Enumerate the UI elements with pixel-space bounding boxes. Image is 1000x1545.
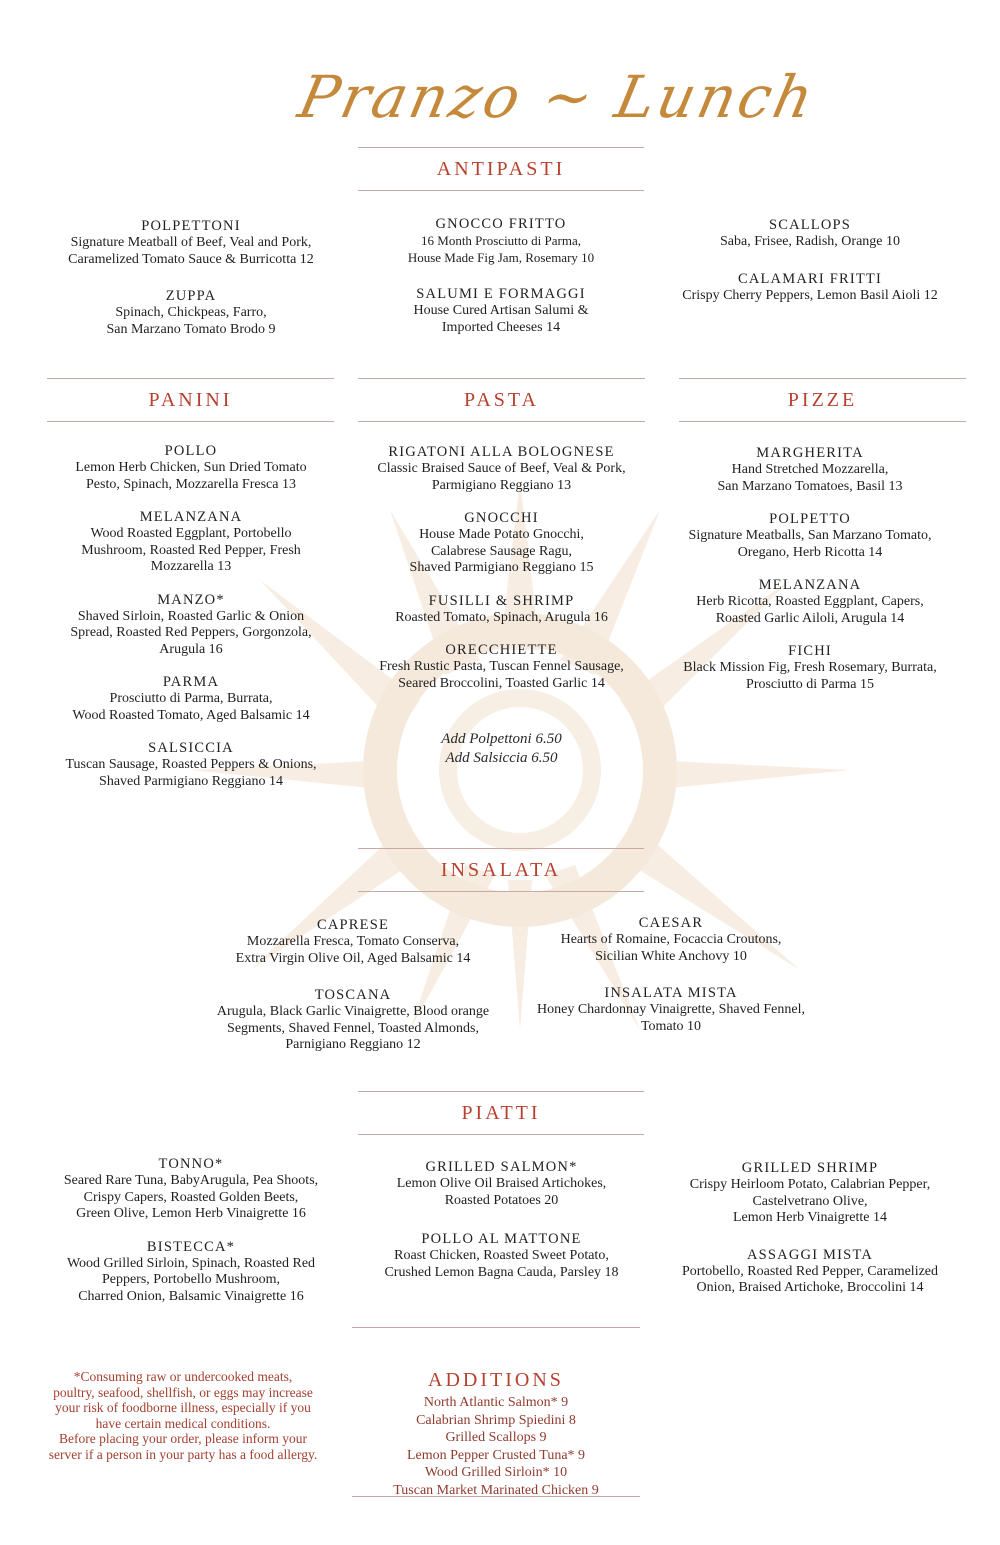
item-desc: Sicilian White Anchovy 10 [595, 948, 747, 964]
item-name: GRILLED SALMON* [425, 1159, 578, 1175]
menu-item [40, 218, 342, 268]
additions-section [352, 1368, 640, 1499]
item-desc: Roasted Tomato, Spinach, Arugula 16 [395, 609, 608, 625]
disclaimer-line: server if a person in your party has a food allergy. [48, 1446, 318, 1462]
item-desc: Signature Meatball of Beef, Veal and Pork, [70, 235, 312, 250]
item-desc: Hearts of Romaine, Focaccia Croutons, [560, 932, 782, 947]
menu-item [40, 674, 342, 724]
divider [679, 421, 966, 422]
menu-item [358, 286, 644, 336]
item-desc: Castelvetrano Olive, [752, 1193, 868, 1209]
item-desc: Peppers, Portobello Mushroom, [101, 1272, 281, 1287]
menu-item [358, 1231, 645, 1281]
item-desc: Mushroom, Roasted Red Pepper, Fresh [81, 542, 301, 558]
item-name: POLLO AL MATTONE [421, 1231, 582, 1247]
item-name: MELANZANA [139, 509, 243, 525]
disclaimer-line: your risk of foodborne illness, especially if you [55, 1400, 311, 1415]
item-name: CAESAR [638, 915, 704, 931]
addition-item: Wood Grilled Sirloin* 10 [424, 1465, 568, 1480]
item-name: POLLO [164, 443, 218, 459]
divider [358, 1134, 644, 1135]
item-name: GRILLED SHRIMP [741, 1160, 879, 1176]
item-desc: Fresh Rustic Pasta, Tuscan Fennel Sausage, [379, 659, 624, 674]
disclaimer-line: poultry, seafood, shellfish, or eggs may increase [53, 1384, 313, 1400]
menu-item [40, 740, 342, 790]
item-desc: Tuscan Sausage, Roasted Peppers & Onions, [65, 757, 317, 772]
item-desc: Herb Ricotta, Roasted Eggplant, Capers, [696, 594, 924, 609]
menu-item [660, 271, 960, 305]
item-desc: Saba, Frisee, Radish, Orange 10 [719, 234, 901, 249]
section-title: PIATTI [461, 1102, 541, 1124]
page-title: Pranzo ~ Lunch [292, 63, 822, 131]
item-name: PARMA [162, 674, 220, 690]
item-desc: Caramelized Tomato Sauce & Burricotta 12 [68, 251, 314, 267]
item-desc: Mozzarella 13 [150, 559, 232, 574]
item-desc: Prosciutto di Parma, Burrata, [109, 691, 273, 706]
divider [358, 891, 644, 892]
item-desc: Seared Rare Tuna, BabyArugula, Pea Shoots, [63, 1173, 319, 1188]
item-name: GNOCCHI [464, 510, 539, 526]
piatti-column-1 [40, 1156, 342, 1319]
item-name: SALSICCIA [148, 740, 234, 756]
item-name: RIGATONI ALLA BOLOGNESE [388, 444, 615, 460]
menu-item [358, 216, 644, 266]
item-desc: Pesto, Spinach, Mozzarella Fresca 13 [86, 476, 296, 492]
disclaimer-line: Before placing your order, please inform your [59, 1431, 307, 1446]
item-desc: House Made Potato Gnocchi, [419, 527, 584, 542]
insalata-heading [358, 848, 644, 892]
piatti-column-3 [660, 1160, 960, 1311]
section-title: PANINI [148, 389, 233, 411]
item-desc: Honey Chardonnay Vinaigrette, Shaved Fennel, [537, 1002, 805, 1017]
item-desc: Classic Braised Sauce of Beef, Veal & Pork, [377, 461, 626, 476]
item-desc: House Cured Artisan Salumi & [413, 303, 589, 318]
item-desc: Segments, Shaved Fennel, Toasted Almonds, [227, 1020, 479, 1036]
addition-item: Calabrian Shrimp Spiedini 8 [416, 1412, 576, 1428]
item-desc: Shaved Sirloin, Roasted Garlic & Onion [77, 608, 305, 624]
antipasti-column-2 [358, 216, 644, 350]
item-desc: Wood Roasted Tomato, Aged Balsamic 14 [72, 707, 310, 723]
menu-item [660, 445, 960, 495]
menu-item [40, 592, 342, 659]
menu-item [660, 1247, 960, 1297]
item-desc: Arugula, Black Garlic Vinaigrette, Blood orange [216, 1004, 490, 1019]
addition-item: Tuscan Market Marinated Chicken 9 [393, 1482, 599, 1498]
item-name: POLPETTONI [141, 218, 241, 234]
item-desc: Parnigiano Reggiano 12 [285, 1037, 421, 1052]
item-desc: Wood Grilled Sirloin, Spinach, Roasted Red [66, 1255, 316, 1271]
item-name: TONNO* [158, 1156, 224, 1172]
item-desc: San Marzano Tomato Brodo 9 [106, 321, 276, 337]
item-name: BISTECCA* [146, 1238, 236, 1255]
item-desc: Crushed Lemon Bagna Cauda, Parsley 18 [384, 1264, 619, 1280]
item-name: ORECCHIETTE [445, 642, 558, 658]
menu-item [358, 444, 645, 494]
item-desc: Spinach, Chickpeas, Farro, [115, 305, 267, 320]
item-desc: Crispy Cherry Peppers, Lemon Basil Aioli 12 [682, 287, 938, 303]
insalata-right-column [520, 915, 822, 1049]
item-desc: Lemon Herb Vinaigrette 14 [732, 1210, 888, 1225]
item-name: FICHI [788, 643, 832, 659]
item-desc: Portobello, Roasted Red Pepper, Caramelized [681, 1263, 939, 1279]
panini-column [40, 443, 342, 804]
addition-item: Lemon Pepper Crusted Tuna* 9 [406, 1447, 586, 1463]
item-desc: Shaved Parmigiano Reggiano 15 [409, 560, 594, 575]
item-desc: Wood Roasted Eggplant, Portobello [90, 526, 292, 541]
menu-item [520, 985, 822, 1035]
divider [358, 190, 644, 191]
menu-item [40, 509, 342, 576]
item-desc: Crispy Heirloom Potato, Calabrian Pepper, [689, 1177, 931, 1192]
item-desc: Mozzarella Fresca, Tomato Conserva, [246, 934, 460, 949]
menu-item [660, 511, 960, 561]
item-desc: Onion, Braised Artichoke, Broccolini 14 [696, 1280, 924, 1295]
menu-item [358, 642, 645, 692]
menu-item [520, 915, 822, 965]
section-title: ANTIPASTI [436, 158, 566, 180]
section-title: INSALATA [440, 859, 562, 881]
allergy-disclaimer [28, 1369, 338, 1462]
menu-item [660, 643, 960, 693]
menu-item [40, 443, 342, 493]
item-name: SCALLOPS [768, 217, 852, 233]
section-title: PIZZE [787, 389, 858, 411]
item-name: TOSCANA [314, 987, 392, 1003]
item-desc: House Made Fig Jam, Rosemary 10 [407, 249, 595, 265]
item-desc: 16 Month Prosciutto di Parma, [421, 233, 581, 248]
item-desc: Lemon Herb Chicken, Sun Dried Tomato [75, 460, 307, 475]
disclaimer-line: have certain medical conditions. [95, 1415, 271, 1431]
item-name: MANZO* [157, 591, 225, 608]
item-desc: Roasted Garlic Ailoli, Arugula 14 [715, 610, 905, 626]
panini-heading [47, 378, 334, 422]
item-name: ASSAGGI MISTA [746, 1246, 874, 1263]
item-desc: Oregano, Herb Ricotta 14 [737, 544, 883, 560]
addition-item: North Atlantic Salmon* 9 [423, 1395, 569, 1410]
menu-item [660, 577, 960, 627]
menu-item [358, 510, 645, 577]
item-desc: Shaved Parmigiano Reggiano 14 [99, 773, 283, 789]
menu-item [40, 1156, 342, 1223]
section-title: ADDITIONS [428, 1369, 564, 1391]
item-name: FUSILLI & SHRIMP [428, 592, 575, 609]
item-desc: Arugula 16 [159, 641, 223, 657]
antipasti-heading [358, 147, 644, 191]
item-desc: San Marzano Tomatoes, Basil 13 [717, 478, 903, 494]
item-desc: Roasted Potatoes 20 [444, 1192, 559, 1208]
antipasti-column-3 [660, 217, 960, 318]
item-desc: Tomato 10 [640, 1018, 702, 1034]
item-name: GNOCCO FRITTO [435, 216, 567, 232]
pasta-heading [358, 378, 645, 422]
item-desc: Seared Broccolini, Toasted Garlic 14 [398, 675, 605, 691]
item-desc: Spread, Roasted Red Peppers, Gorgonzola, [70, 625, 312, 640]
item-desc: Green Olive, Lemon Herb Vinaigrette 16 [76, 1206, 306, 1221]
menu-item [40, 1239, 342, 1306]
menu-item [200, 917, 506, 967]
item-desc: Roast Chicken, Roasted Sweet Potato, [394, 1248, 609, 1263]
section-title: PASTA [464, 389, 539, 411]
item-name: MARGHERITA [756, 445, 864, 461]
pizze-heading [679, 378, 966, 422]
item-desc: Calabrese Sausage Ragu, [430, 543, 573, 559]
pasta-addon: Add Salsiccia 6.50 [445, 750, 558, 766]
item-name: CAPRESE [316, 917, 390, 933]
item-desc: Signature Meatballs, San Marzano Tomato, [688, 528, 932, 543]
pizze-column [660, 445, 960, 707]
item-desc: Hand Stretched Mozzarella, [731, 462, 889, 477]
disclaimer-line: *Consuming raw or undercooked meats, [73, 1369, 293, 1384]
menu-item [200, 987, 506, 1054]
divider [352, 1327, 640, 1328]
antipasti-column-1 [40, 218, 342, 352]
item-desc: Prosciutto di Parma 15 [746, 676, 874, 692]
item-name: SALUMI E FORMAGGI [416, 286, 586, 302]
item-name: POLPETTO [769, 511, 851, 527]
insalata-left-column [200, 917, 506, 1068]
piatti-heading [358, 1091, 644, 1135]
item-desc: Black Mission Fig, Fresh Rosemary, Burrata, [683, 660, 937, 675]
menu-item [660, 1160, 960, 1227]
menu-item [358, 593, 645, 627]
item-name: ZUPPA [165, 288, 217, 304]
item-desc: Imported Cheeses 14 [441, 319, 561, 335]
menu-item [358, 1159, 645, 1209]
item-desc: Crispy Capers, Roasted Golden Beets, [83, 1189, 299, 1205]
piatti-column-2 [358, 1159, 645, 1295]
item-desc: Extra Virgin Olive Oil, Aged Balsamic 14 [235, 950, 471, 966]
item-name: CALAMARI FRITTI [737, 270, 883, 287]
item-desc: Charred Onion, Balsamic Vinaigrette 16 [78, 1288, 304, 1304]
item-name: MELANZANA [758, 577, 862, 593]
divider [47, 421, 334, 422]
item-desc: Lemon Olive Oil Braised Artichokes, [396, 1176, 607, 1191]
pasta-column [358, 444, 645, 768]
divider [358, 421, 645, 422]
item-desc: Parmigiano Reggiano 13 [431, 477, 572, 493]
pasta-addon: Add Polpettoni 6.50 [441, 731, 562, 747]
menu-item [660, 217, 960, 251]
item-name: INSALATA MISTA [604, 985, 738, 1001]
addition-item: Grilled Scallops 9 [445, 1430, 547, 1445]
menu-item [40, 288, 342, 338]
